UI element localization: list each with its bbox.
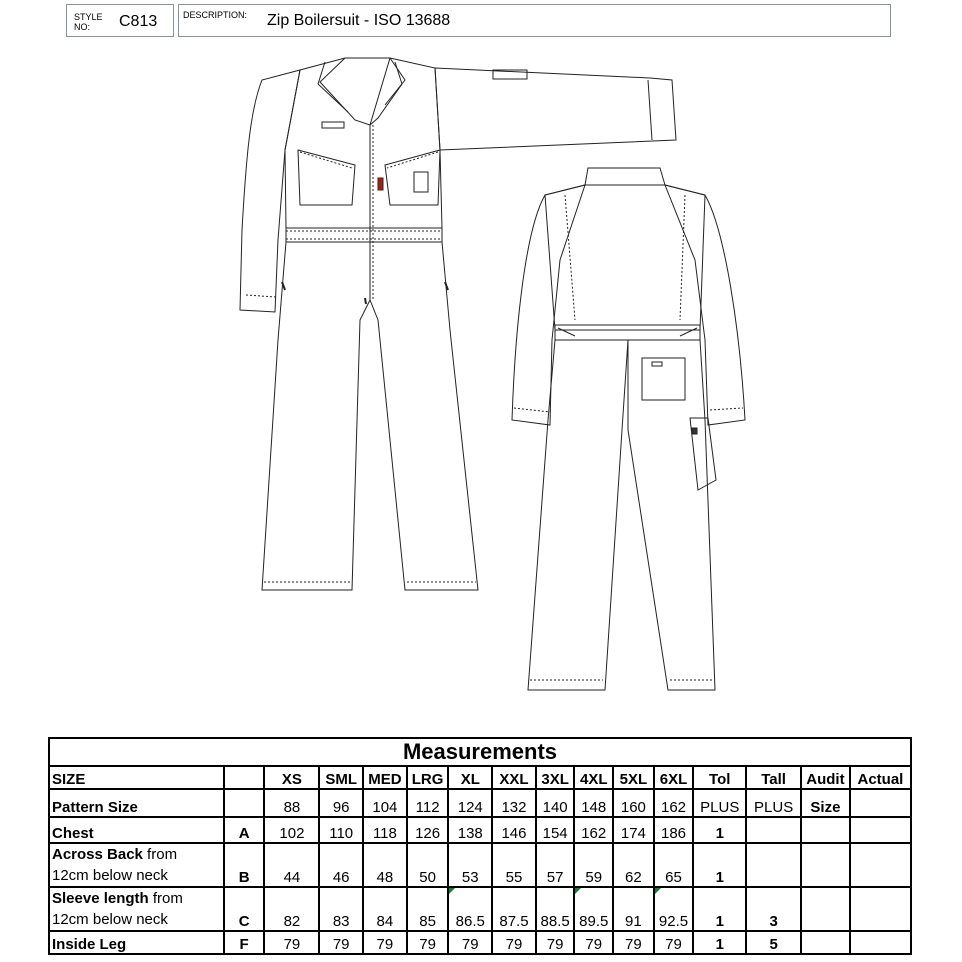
description-box [178, 4, 891, 37]
row-value: 92.5 [654, 887, 694, 931]
size-header: 4XL [574, 766, 613, 789]
actual-header: Actual [850, 766, 911, 789]
row-value: 87.5 [492, 887, 536, 931]
row-value: 186 [654, 817, 694, 843]
pattern-value: 132 [492, 789, 536, 817]
row-label-line2: 12cm below neck [52, 867, 168, 884]
row-value: 79 [613, 931, 654, 954]
pattern-value: 148 [574, 789, 613, 817]
row-value: 62 [613, 843, 654, 887]
row-value: 48 [363, 843, 407, 887]
measurement-row-sleeve-length [49, 887, 911, 931]
style-label [74, 12, 103, 32]
style-label-line1: STYLE [74, 12, 103, 22]
row-tol: 1 [693, 931, 746, 954]
row-value: 79 [492, 931, 536, 954]
row-value: 83 [319, 887, 363, 931]
row-value: 102 [264, 817, 319, 843]
row-audit [801, 887, 850, 931]
row-value: 50 [407, 843, 449, 887]
row-label-line2: 12cm below neck [52, 911, 168, 928]
style-label-line2: NO: [74, 22, 91, 32]
row-tall: 5 [746, 931, 801, 954]
row-tol: 1 [693, 817, 746, 843]
size-header: XS [264, 766, 319, 789]
row-value: 79 [574, 931, 613, 954]
row-label-bold: Sleeve length [52, 890, 149, 907]
size-label: SIZE [49, 766, 224, 789]
row-value: 55 [492, 843, 536, 887]
row-value: 53 [448, 843, 492, 887]
row-value: 84 [363, 887, 407, 931]
row-actual [850, 817, 911, 843]
back-view-illustration [512, 168, 745, 690]
row-label-bold: Chest [52, 825, 94, 842]
size-header: 3XL [536, 766, 575, 789]
pattern-size-row [49, 789, 911, 817]
description-label: DESCRIPTION: [183, 10, 248, 20]
row-value: 79 [448, 931, 492, 954]
row-label [49, 887, 224, 931]
row-value: 79 [536, 931, 575, 954]
row-label [49, 931, 224, 954]
tol-header: Tol [693, 766, 746, 789]
pattern-size-label: Pattern Size [49, 789, 224, 817]
row-value: 110 [319, 817, 363, 843]
row-value: 118 [363, 817, 407, 843]
tall-header: Tall [746, 766, 801, 789]
measurements-table [48, 737, 912, 955]
size-header: MED [363, 766, 407, 789]
code-cell [224, 789, 265, 817]
pattern-value: 140 [536, 789, 575, 817]
row-value: 79 [363, 931, 407, 954]
size-header: 5XL [613, 766, 654, 789]
size-header: LRG [407, 766, 449, 789]
pattern-value: 96 [319, 789, 363, 817]
row-actual [850, 931, 911, 954]
row-value: 154 [536, 817, 575, 843]
row-value: 89.5 [574, 887, 613, 931]
row-value: 86.5 [448, 887, 492, 931]
row-value: 65 [654, 843, 694, 887]
row-code: C [224, 887, 265, 931]
pattern-tol: PLUS [693, 789, 746, 817]
row-actual [850, 843, 911, 887]
row-label [49, 817, 224, 843]
pattern-value: 160 [613, 789, 654, 817]
row-label-bold: Inside Leg [52, 936, 127, 953]
row-value: 146 [492, 817, 536, 843]
row-value: 126 [407, 817, 449, 843]
pattern-value: 162 [654, 789, 694, 817]
row-value: 79 [264, 931, 319, 954]
row-audit [801, 817, 850, 843]
row-value: 44 [264, 843, 319, 887]
row-audit [801, 931, 850, 954]
row-value: 82 [264, 887, 319, 931]
style-no-value: C813 [119, 13, 158, 30]
size-header: SML [319, 766, 363, 789]
measurement-row-inside-leg [49, 931, 911, 954]
row-value: 79 [407, 931, 449, 954]
row-value: 174 [613, 817, 654, 843]
row-value: 88.5 [536, 887, 575, 931]
size-header: XL [448, 766, 492, 789]
row-code: A [224, 817, 265, 843]
row-actual [850, 887, 911, 931]
front-view-illustration [240, 58, 676, 590]
style-no-box [66, 4, 174, 37]
pattern-value: 104 [363, 789, 407, 817]
table-title: Measurements [49, 738, 911, 766]
row-tall [746, 817, 801, 843]
row-tol: 1 [693, 887, 746, 931]
size-header: XXL [492, 766, 536, 789]
row-tall [746, 843, 801, 887]
row-code: B [224, 843, 265, 887]
size-header: 6XL [654, 766, 694, 789]
pattern-tall: PLUS [746, 789, 801, 817]
pattern-value: 112 [407, 789, 449, 817]
row-value: 79 [654, 931, 694, 954]
row-tall: 3 [746, 887, 801, 931]
row-value: 138 [448, 817, 492, 843]
size-header-row [49, 766, 911, 789]
pattern-value: 124 [448, 789, 492, 817]
row-tol: 1 [693, 843, 746, 887]
row-value: 57 [536, 843, 575, 887]
row-value: 162 [574, 817, 613, 843]
row-value: 91 [613, 887, 654, 931]
row-code: F [224, 931, 265, 954]
row-value: 46 [319, 843, 363, 887]
row-value: 85 [407, 887, 449, 931]
row-label-bold: Across Back [52, 846, 143, 863]
pattern-audit: Size [801, 789, 850, 817]
row-value: 79 [319, 931, 363, 954]
measurement-row-chest [49, 817, 911, 843]
row-value: 59 [574, 843, 613, 887]
measurement-row-across-back [49, 843, 911, 887]
row-label-rest: from [148, 890, 183, 907]
row-audit [801, 843, 850, 887]
row-label-rest: from [142, 846, 178, 863]
description-value: Zip Boilersuit - ISO 13688 [267, 12, 451, 29]
pattern-value: 88 [264, 789, 319, 817]
pattern-actual [850, 789, 911, 817]
row-label [49, 843, 224, 887]
audit-header: Audit [801, 766, 850, 789]
code-header [224, 766, 265, 789]
garment-drawing [0, 40, 962, 720]
